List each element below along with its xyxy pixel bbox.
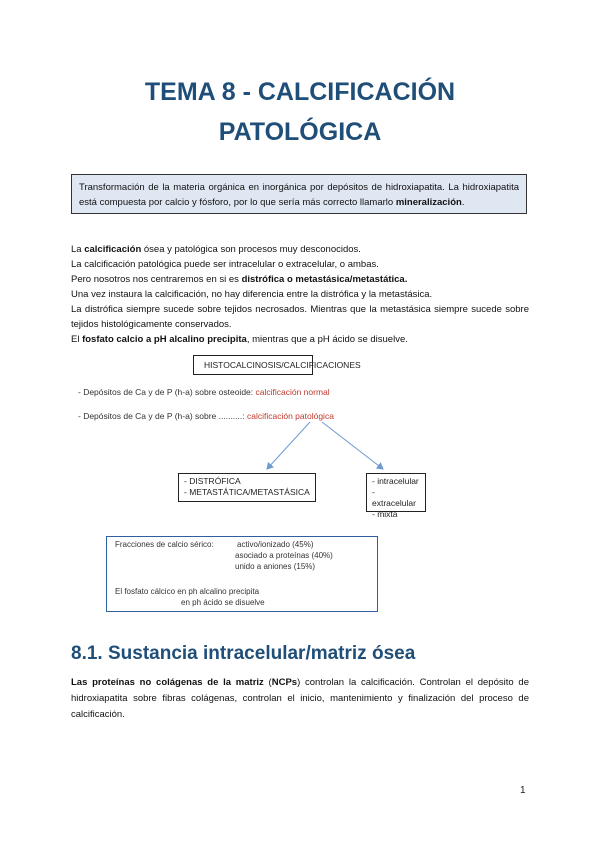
intro-text: Transformación de la materia orgánica en inorgánica por depósitos de hidroxiapatita. La hidroxiapatita está compuesta por calcio y fósforo, por lo que sería más correcto llamarlo (79, 182, 519, 208)
arrow-to-distrofica (267, 422, 310, 469)
page-number: 1 (520, 785, 526, 796)
fraction-ionized: activo/ionizado (45%) (237, 540, 314, 549)
box-item-distrofica: - DISTRÓFICA (184, 476, 241, 486)
p6-bold: fosfato calcio a pH alcalino precipita (82, 334, 247, 345)
calcium-fractions-label: Fracciones de calcio sérico: (115, 540, 214, 549)
paragraph-2: La calcificación patológica puede ser intracelular o extracelular, o ambas. (71, 259, 379, 270)
paragraph-4: Una vez instaura la calcificación, no hay diferencia entre la distrófica y la metastásica. (71, 289, 433, 300)
p1-bold: calcificación (84, 244, 142, 255)
intro-end: . (461, 197, 465, 208)
section-heading: 8.1. Sustancia intracelular/matriz ósea (71, 643, 416, 664)
normal-deposit-text: - Depósitos de Ca y de P (h-a) sobre osteoide: (78, 387, 256, 397)
box-item-intracelular: - intracelular (372, 476, 419, 486)
section-bold-d: NCPs (271, 677, 298, 688)
diagram-heading-box: HISTOCALCINOSIS/CALCIFICACIONES (193, 355, 313, 375)
section-bold-a: Las proteínas (71, 677, 140, 688)
location-box (366, 473, 426, 519)
p1-text-a: La (71, 244, 85, 255)
phosphate-note-1: El fosfato cálcico en ph alcalino precipita (115, 587, 260, 596)
pathologic-deposit-text: - Depósitos de Ca y de P (h-a) sobre ..........: (78, 411, 247, 421)
p6-text-a: El (71, 334, 83, 345)
arrow-to-intracelular (322, 422, 383, 469)
fraction-protein: asociado a proteínas (40%) (235, 551, 333, 560)
section-paragraph (71, 675, 529, 723)
box-item-mixta: - mixta (372, 509, 398, 519)
pathologic-calcification-label: calcificación patológica (246, 411, 334, 421)
normal-calcification-label: calcificación normal (255, 387, 330, 397)
p3-bold: distrófica o metastásica/metastática. (241, 274, 408, 285)
serum-calcium-box (106, 536, 378, 612)
box-item-extracelular: - extracelular (372, 487, 416, 508)
phosphate-note-2: en ph ácido se disuelve (181, 598, 265, 607)
box-item-metastatica: - METASTÁTICA/METASTÁSICA (184, 487, 310, 497)
distrofica-metastatica-box (178, 473, 316, 502)
p3-text-a: Pero nosotros nos centraremos en si es (71, 274, 242, 285)
p1-text-c: ósea y patológica son procesos muy desconocidos. (141, 244, 361, 255)
p6-text-c: , mientras que a pH ácido se disuelve. (246, 334, 408, 345)
section-bold-b: no colágenas de la matriz (139, 677, 264, 688)
intro-bold-term: mineralización (395, 197, 462, 208)
section-text-c: ( (263, 677, 272, 688)
page-title-line-1: TEMA 8 - CALCIFICACIÓN (144, 78, 456, 106)
fraction-anion: unido a aniones (15%) (235, 562, 316, 571)
paragraph-5: La distrófica siempre sucede sobre tejidos necrosados. Mientras que la metastásica siempre sucede sobre tejidos histológicamente conservados. (71, 304, 529, 330)
section-text-e: ) controlan la calcificación. Controlan el depósito de hidroxiapatita sobre fibras colágenas, controlan el inicio, mantenimiento y finalización del proceso de calcificación. (71, 677, 529, 720)
page-title-line-2: PATOLÓGICA (218, 118, 382, 146)
